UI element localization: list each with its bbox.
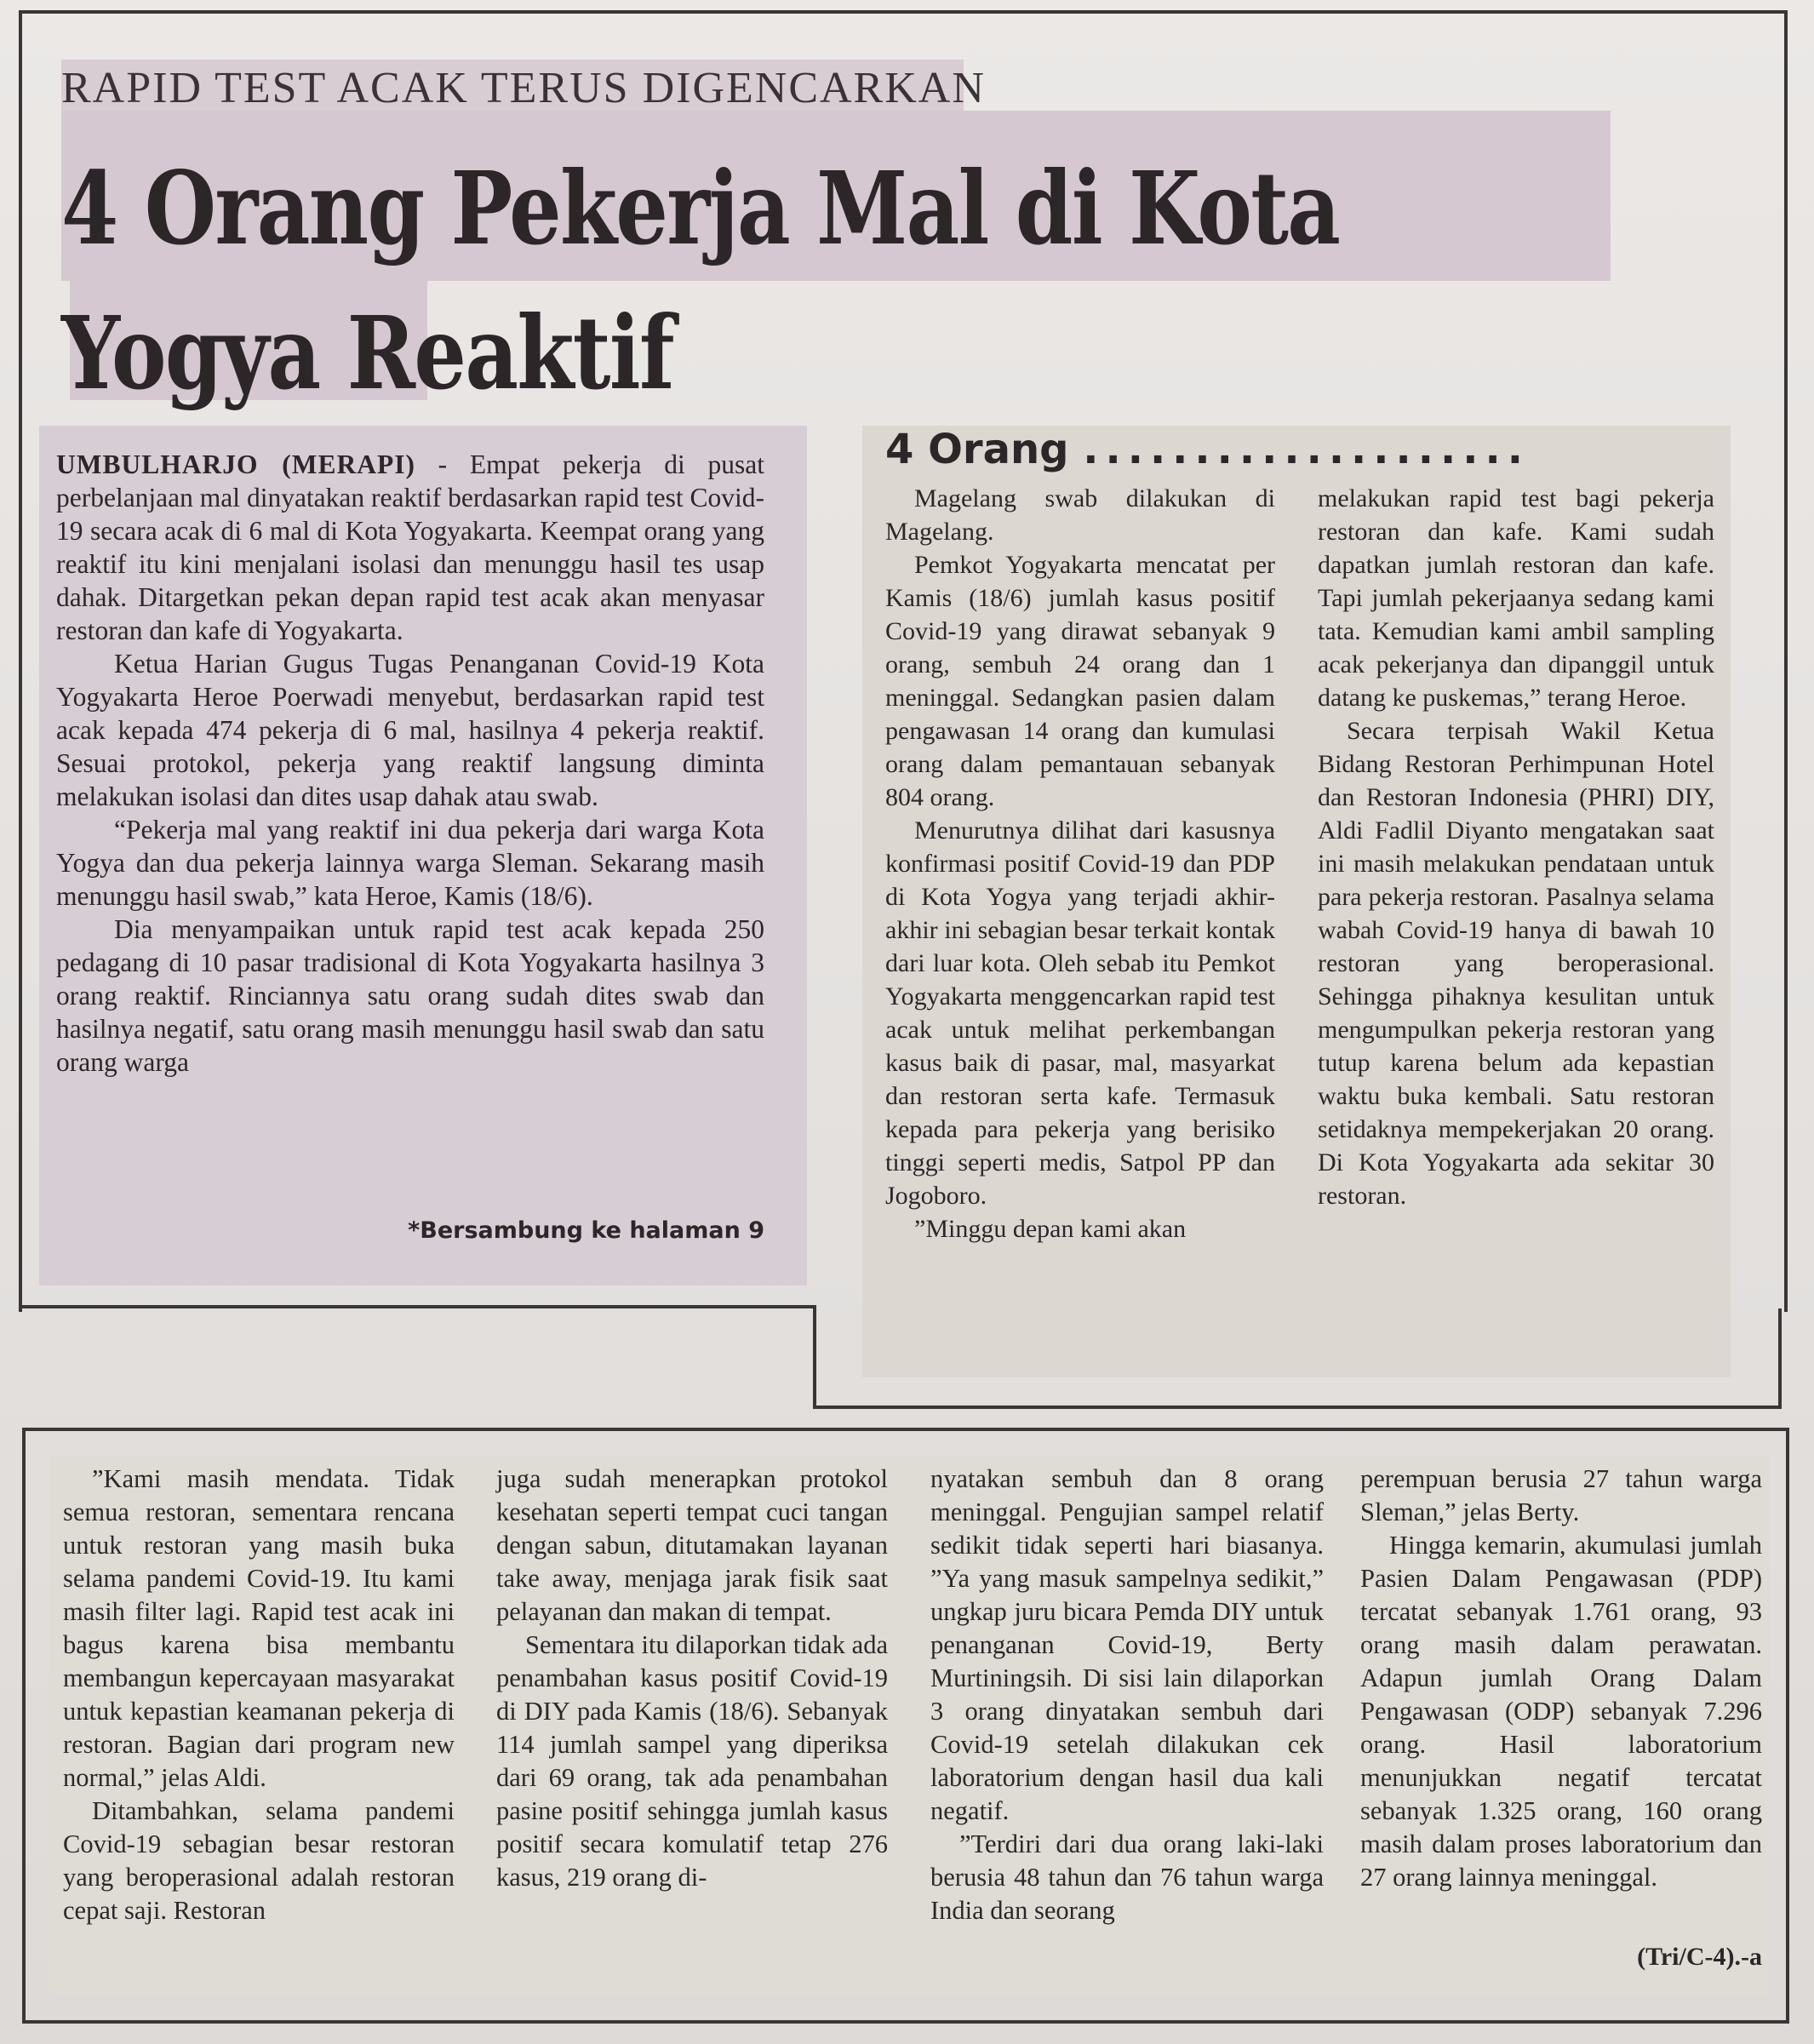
paragraph: perempuan berusia 27 tahun warga Sleman,” jelas Berty. — [1360, 1464, 1762, 1526]
paragraph: Secara terpisah Wakil Ketua Bidang Restoran Perhimpunan Hotel dan Restoran Indonesia (PHRI) DIY, Aldi Fadlil Diyanto mengatakan saat ini masih melakukan pendataan untuk para pekerja restoran. Pasalnya selama wabah Covid-19 hanya di bawah 10 restoran yang beroperasional. Sehingga pihaknya kesulitan untuk mengumpulkan pekerja restoran yang tutup karena belum ada kepastian waktu buka kembali. Satu restoran setidaknya mempekerjakan 20 orang. Di Kota Yogyakarta ada sekitar 30 restoran. — [1318, 717, 1714, 1210]
paragraph: Sementara itu dilaporkan tidak ada penambahan kasus positif Covid-19 di DIY pada Kamis (18/6). Sebanyak 114 jumlah sampel yang diperiksa dari 69 orang, tak ada penambahan pasine positif sehingga jumlah kasus positif secara komulatif tetap 276 kasus, 219 orang di- — [496, 1630, 888, 1892]
lead-paragraph-text: - Empat pekerja di pusat perbelanjaan mal dinyatakan reaktif berdasarkan rapid test Covid-19 secara acak di 6 mal di Kota Yogyakarta. Keempat orang yang reaktif itu kini menjalani isolasi dan menunggu hasil tes usap dahak. Ditargetkan pekan depan rapid test acak akan menyasar restoran dan kafe di Yogyakarta. — [56, 449, 764, 645]
lead-article — [56, 448, 764, 1079]
frame-rule — [19, 1305, 815, 1308]
paragraph: nyatakan sembuh dan 8 orang meninggal. Pengujian sampel relatif sedikit tidak seperti hari biasanya. ”Ya yang masuk sampelnya sedikit,” ungkap juru bicara Pemda DIY untuk penanganan Covid-19, Berty Murtiningsih. Di sisi lain dilaporkan 3 orang dinyatakan sembuh dari Covid-19 setelah dilakukan cek laboratorium dengan hasil dua kali negatif. — [930, 1464, 1324, 1825]
lead-paragraph — [56, 448, 764, 647]
leader-dots: .................... — [1083, 426, 1530, 473]
paragraph: melakukan rapid test bagi pekerja restoran dan kafe. Kami sudah dapatkan jumlah restoran dan kafe. Tapi jumlah pekerjaanya sedang kami tata. Kemudian kami ambil sampling acak pekerjanya dan dipanggil untuk datang ke puskemas,” terang Heroe. — [1318, 484, 1714, 712]
frame-rule — [1778, 1308, 1782, 1409]
bottom-column-3 — [930, 1463, 1324, 1927]
kicker: RAPID TEST ACAK TERUS DIGENCARKAN — [61, 64, 986, 112]
paragraph: ”Minggu depan kami akan — [914, 1215, 1187, 1243]
lead-paragraph: “Pekerja mal yang reaktif ini dua pekerja dari warga Kota Yogya dan dua pekerja lainnya warga Sleman. Sekarang masih menunggu hasil swab,” kata Heroe, Kamis (18/6). — [56, 815, 764, 911]
frame-rule — [813, 1406, 1782, 1409]
headline: 4 Orang Pekerja Mal di Kota Yogya Reaktif — [61, 149, 1340, 412]
paragraph: Ditambahkan, selama pandemi Covid-19 sebagian besar restoran yang beroperasional adalah restoran cepat saji. Restoran — [63, 1796, 455, 1925]
paragraph: juga sudah menerapkan protokol kesehatan seperti tempat cuci tangan dengan sabun, ditutamakan layanan take away, menjaga jarak fisik saat pelayanan dan makan di tempat. — [496, 1464, 888, 1626]
paragraph: Menurutnya dilihat dari kasusnya konfirmasi positif Covid-19 dan PDP di Kota Yogya yang terjadi akhir- akhir ini sebagian besar terkait kontak dari luar kota. Oleh sebab itu Pemkot Yogyakarta menggencarkan rapid test acak untuk melihat perkembangan kasus baik di pasar, mal, masyarkat dan restoran serta kafe. Termasuk kepada para pekerja yang berisiko tinggi seperti medis, Satpol PP dan Jogoboro. — [885, 816, 1275, 1210]
bottom-column-1 — [63, 1463, 455, 1927]
continuation-column-1 — [885, 482, 1275, 1245]
lead-paragraph: Dia menyampaikan untuk rapid test acak kepada 250 pedagang di 10 pasar tradisional di Kota Yogyakarta hasilnya 3 orang reaktif. Rinciannya satu orang sudah dites swab dan hasilnya negatif, satu orang masih menunggu hasil swab dan satu orang warga — [56, 914, 764, 1077]
frame-rule — [813, 1305, 816, 1409]
bottom-column-2 — [496, 1463, 888, 1894]
paragraph: ”Terdiri dari dua orang laki-laki berusia 48 tahun dan 76 tahun warga India dan seorang — [930, 1829, 1324, 1925]
paragraph: Pemkot Yogyakarta mencatat per Kamis (18/6) jumlah kasus positif Covid-19 yang dirawat sebanyak 9 orang, sembuh 24 orang dan 1 meninggal. Sedangkan pasien dalam pengawasan 14 orang dan kumulasi orang dalam pemantauan sebanyak 804 orang. — [885, 551, 1275, 811]
dateline: UMBULHARJO (MERAPI) — [56, 449, 415, 479]
paragraph: Hingga kemarin, akumulasi jumlah Pasien Dalam Pengawasan (PDP) tercatat sebanyak 1.761 orang, 93 orang masih dalam perawatan. Adapun jumlah Orang Dalam Pengawasan (ODP) sebanyak 7.296 orang. Hasil laboratorium menunjukkan negatif tercatat sebanyak 1.325 orang, 160 orang masih dalam proses laboratorium dan 27 orang lainnya meninggal. — [1360, 1531, 1762, 1892]
paragraph: ”Kami masih mendata. Tidak semua restoran, sementara rencana untuk restoran yang masih buka selama pandemi Covid-19. Itu kami masih filter lagi. Rapid test acak ini bagus karena bisa membantu membangun kepercayaan masyarakat untuk kepastian keamanan pekerja di restoran. Bagian dari program new normal,” jelas Aldi. — [63, 1464, 455, 1792]
continued-note: *Bersambung ke halaman 9 — [408, 1217, 764, 1244]
lead-paragraph: Ketua Harian Gugus Tugas Penanganan Covid-19 Kota Yogyakarta Heroe Poerwadi menyebut, berdasarkan rapid test acak kepada 474 pekerja di 6 mal, hasilnya 4 pekerja reaktif. Sesuai protokol, pekerja yang reaktif langsung diminta melakukan isolasi dan dites usap dahak atau swab. — [56, 649, 764, 811]
continuation-column-2 — [1318, 482, 1714, 1212]
bottom-column-4 — [1360, 1463, 1762, 1894]
continuation-title: 4 Orang — [885, 426, 1069, 473]
continuation-heading — [885, 426, 1728, 473]
paragraph: Magelang swab dilakukan di Magelang. — [885, 484, 1275, 546]
author-credit: (Tri/C-4).-a — [1637, 1943, 1762, 1971]
